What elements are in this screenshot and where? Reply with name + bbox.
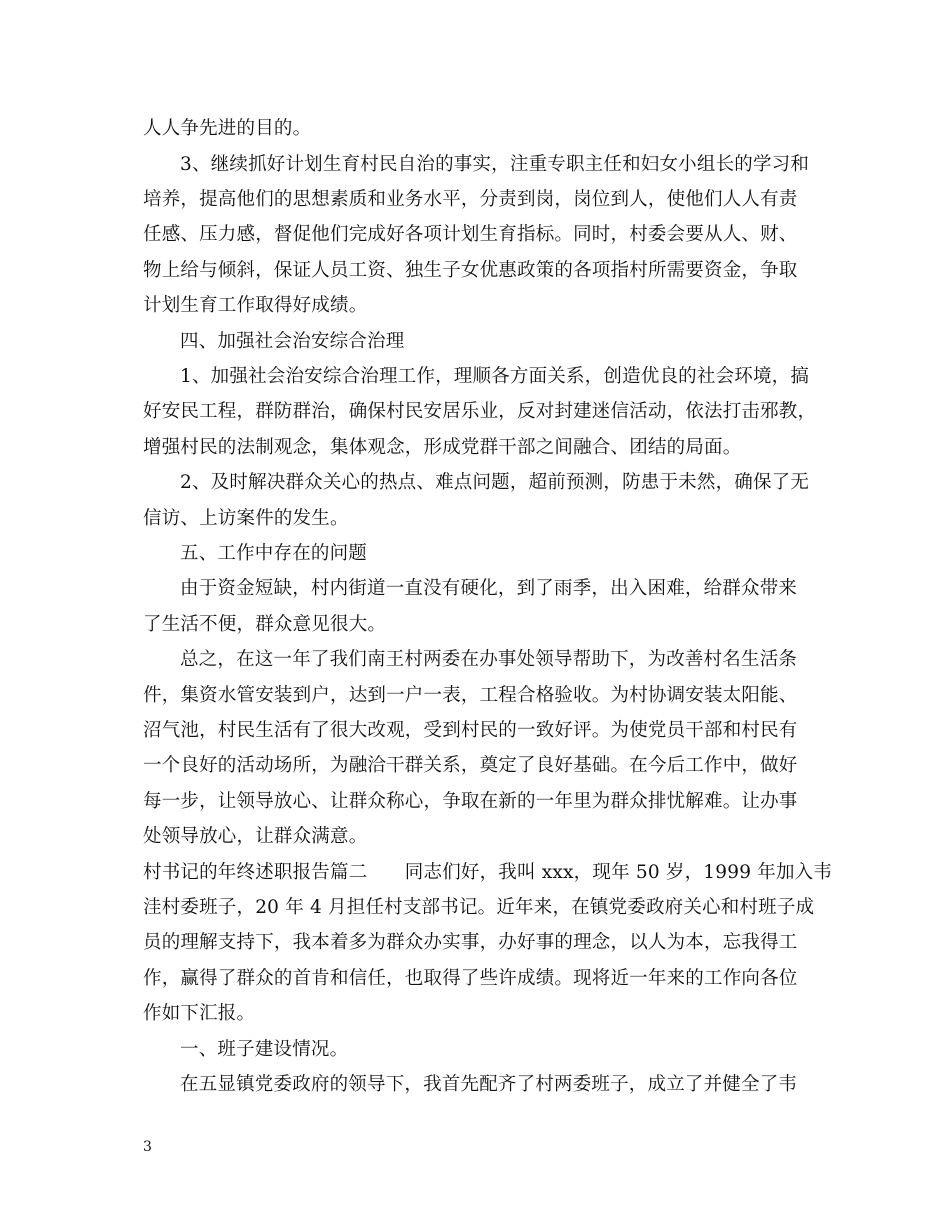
- section-heading: 五、工作中存在的问题: [180, 543, 368, 564]
- text-line: 培养，提高他们的思想素质和业务水平，分责到岗，岗位到人，使他们人人有责: [143, 189, 798, 210]
- text-line: 沼气池，村民生活有了很大改观，受到村民的一致好评。为使党员干部和村民有: [143, 720, 798, 741]
- text-line: 村书记的年终述职报告篇二 同志们好，我叫 xxx，现年 50 岁，1999 年加入韦: [143, 862, 833, 883]
- text-line: 作，赢得了群众的首肯和信任，也取得了些许成绩。现将近一年来的工作向各位: [143, 968, 798, 989]
- text-line: 洼村委班子，20 年 4 月担任村支部书记。近年来，在镇党委政府关心和村班子成: [143, 897, 815, 918]
- section-heading: 四、加强社会治安综合治理: [180, 331, 405, 352]
- text-line: 员的理解支持下，我本着多为群众办实事，办好事的理念，以人为本，忘我得工: [143, 932, 798, 953]
- text-line: 每一步，让领导放心、让群众称心，争取在新的一年里为群众排忧解难。让办事: [143, 791, 798, 812]
- text-line: 计划生育工作取得好成绩。: [143, 295, 368, 316]
- text-line: 3、继续抓好计划生育村民自治的事实，注重专职主任和妇女小组长的学习和: [180, 154, 810, 175]
- text-line: 在五显镇党委政府的领导下，我首先配齐了村两委班子，成立了并健全了韦: [180, 1074, 798, 1095]
- text-line: 人人争先进的目的。: [143, 118, 312, 139]
- text-line: 增强村民的法制观念，集体观念，形成党群干部之间融合、团结的局面。: [143, 437, 742, 458]
- text-line: 好安民工程，群防群治，确保村民安居乐业，反对封建迷信活动，依法打击邪教，: [143, 401, 817, 422]
- text-line: 信访、上访案件的发生。: [143, 508, 349, 529]
- text-line: 作如下汇报。: [143, 1003, 256, 1024]
- text-line: 件，集资水管安装到户，达到一户一表，工程合格验收。为村协调安装太阳能、: [143, 685, 798, 706]
- text-line: 由于资金短缺，村内街道一直没有硬化，到了雨季，出入困难，给群众带来: [180, 578, 798, 599]
- page-number: 3: [143, 1139, 152, 1155]
- text-line: 任感、压力感，督促他们完成好各项计划生育指标。同时，村委会要从人、财、: [143, 224, 798, 245]
- text-line: 了生活不便，群众意见很大。: [143, 614, 387, 635]
- text-line: 1、加强社会治安综合治理工作，理顺各方面关系，创造优良的社会环境，搞: [180, 366, 810, 387]
- section-heading: 一、班子建设情况。: [180, 1039, 349, 1060]
- text-line: 物上给与倾斜，保证人员工资、独生子女优惠政策的各项指村所需要资金，争取: [143, 260, 798, 281]
- text-line: 一个良好的活动场所，为融洽干群关系，奠定了良好基础。在今后工作中，做好: [143, 755, 798, 776]
- text-line: 总之，在这一年了我们南王村两委在办事处领导帮助下，为改善村名生活条: [180, 649, 798, 670]
- text-line: 2、及时解决群众关心的热点、难点问题，超前预测，防患于未然，确保了无: [180, 472, 810, 493]
- text-line: 处领导放心，让群众满意。: [143, 826, 368, 847]
